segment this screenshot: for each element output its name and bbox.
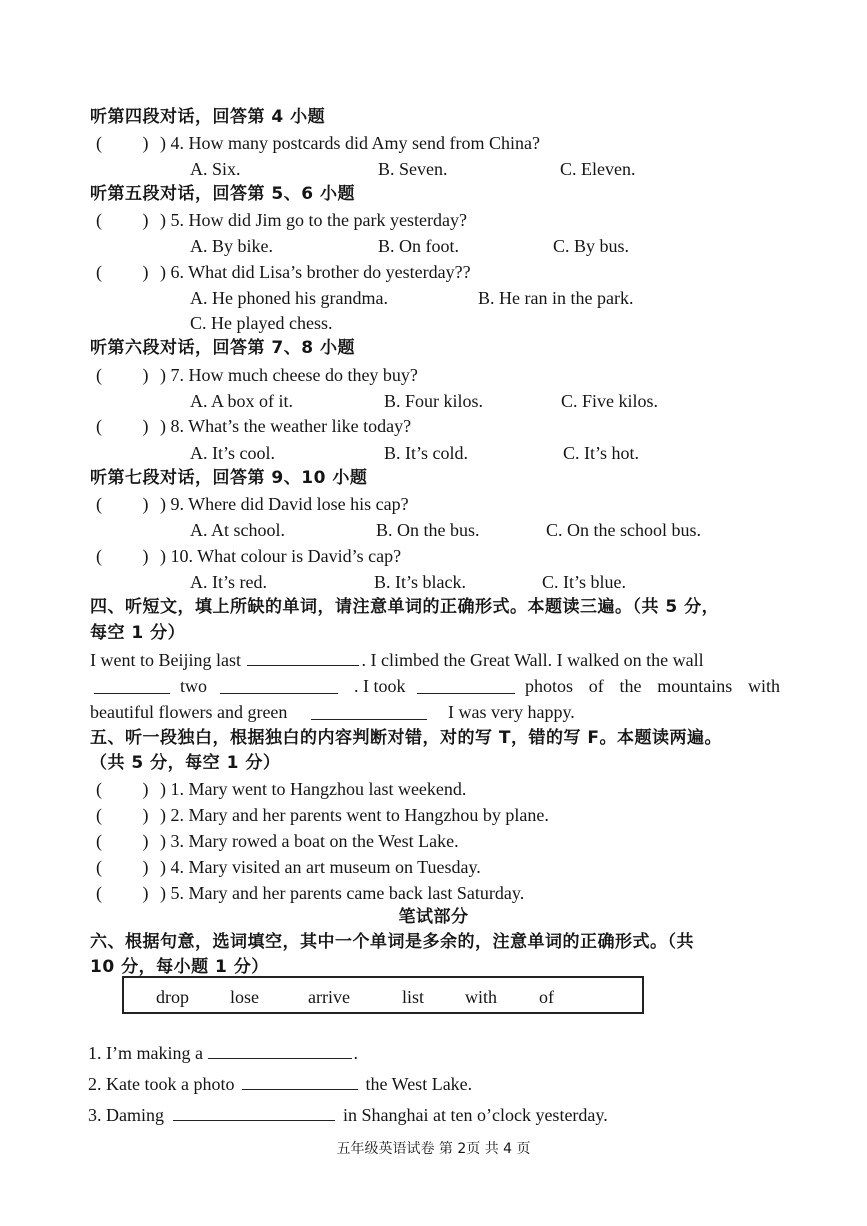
fill-blank-1[interactable] bbox=[247, 649, 359, 666]
fill-blank[interactable] bbox=[173, 1104, 335, 1121]
option-b: B. He ran in the park. bbox=[478, 288, 634, 308]
passage-text: photos of the mountains with bbox=[525, 676, 780, 696]
option-b: B. Four kilos. bbox=[384, 391, 484, 411]
option-c: C. It’s blue. bbox=[542, 572, 626, 592]
answer-paren[interactable]: ( ) bbox=[96, 857, 149, 877]
fill-question-2 bbox=[88, 1073, 472, 1095]
answer-paren[interactable]: ( ) bbox=[96, 883, 149, 903]
listening-part4-header: 听第四段对话，回答第 4 小题 bbox=[90, 107, 326, 127]
passage-text: I went to Beijing last bbox=[90, 650, 241, 670]
option-c: C. Five kilos. bbox=[561, 391, 659, 411]
section6-title-line1: 六、根据句意，选词填空，其中一个单词是多余的，注意单词的正确形式。（共 bbox=[90, 932, 694, 952]
option-b: B. Seven. bbox=[378, 159, 448, 179]
word-bank-item: arrive bbox=[308, 987, 350, 1007]
passage-text: beautiful flowers and green bbox=[90, 702, 288, 722]
judge-item-text: ) 1. Mary went to Hangzhou last weekend. bbox=[160, 779, 467, 799]
question-text: the West Lake. bbox=[365, 1074, 473, 1094]
fill-question-1 bbox=[88, 1042, 358, 1064]
fill-blank-3[interactable] bbox=[220, 677, 338, 694]
question-5-text: ) 5. How did Jim go to the park yesterday? bbox=[160, 210, 467, 230]
fill-question-3 bbox=[88, 1104, 608, 1126]
question-text: 3. Daming bbox=[88, 1105, 164, 1125]
passage-text: I was very happy. bbox=[448, 702, 575, 722]
passage-text: . I took bbox=[354, 676, 406, 696]
word-bank-item: lose bbox=[230, 987, 259, 1007]
option-c: C. It’s hot. bbox=[563, 443, 640, 463]
page-footer: 五年级英语试卷 第 2页 共 4 页 bbox=[336, 1141, 531, 1157]
question-10-text: ) 10. What colour is David’s cap? bbox=[160, 546, 402, 566]
option-b: B. On the bus. bbox=[376, 520, 480, 540]
option-a: A. At school. bbox=[190, 520, 286, 540]
answer-paren[interactable]: ( ) bbox=[96, 805, 149, 825]
word-bank-box bbox=[122, 976, 644, 1014]
listening-part6-header: 听第六段对话，回答第 7、8 小题 bbox=[90, 338, 355, 358]
word-bank-item: list bbox=[402, 987, 425, 1007]
section5-title-line1: 五、听一段独白，根据独白的内容判断对错，对的写 T，错的写 F。本题读两遍。 bbox=[90, 728, 723, 748]
question-text: 1. I’m making a bbox=[88, 1043, 203, 1063]
question-4-text: ) 4. How many postcards did Amy send from China? bbox=[160, 133, 540, 153]
listening-part7-header: 听第七段对话，回答第 9、10 小题 bbox=[90, 468, 368, 488]
fill-blank-5[interactable] bbox=[311, 703, 427, 720]
option-c: C. On the school bus. bbox=[546, 520, 701, 540]
passage-text: . I climbed the Great Wall. I walked on the wall bbox=[361, 650, 704, 670]
judge-item-text: ) 4. Mary visited an art museum on Tuesday. bbox=[160, 857, 481, 877]
judge-item-text: ) 5. Mary and her parents came back last Saturday. bbox=[160, 883, 525, 903]
fill-blank-4[interactable] bbox=[417, 677, 515, 694]
option-c: C. He played chess. bbox=[190, 313, 333, 333]
answer-paren[interactable]: ( ) bbox=[96, 546, 149, 566]
word-bank-item: drop bbox=[156, 987, 189, 1007]
option-b: B. It’s cold. bbox=[384, 443, 468, 463]
option-a: A. He phoned his grandma. bbox=[190, 288, 388, 308]
option-b: B. On foot. bbox=[378, 236, 459, 256]
answer-paren[interactable]: ( ) bbox=[96, 494, 149, 514]
question-text: in Shanghai at ten o’clock yesterday. bbox=[343, 1105, 608, 1125]
answer-paren[interactable]: ( ) bbox=[96, 210, 149, 230]
judge-item-text: ) 2. Mary and her parents went to Hangzhou by plane. bbox=[160, 805, 549, 825]
fill-blank-2[interactable] bbox=[94, 677, 170, 694]
passage-line-1 bbox=[90, 649, 704, 671]
answer-paren[interactable]: ( ) bbox=[96, 262, 149, 282]
section5-title-line2: （共 5 分，每空 1 分） bbox=[90, 753, 281, 773]
word-bank-item: with bbox=[465, 987, 498, 1007]
answer-paren[interactable]: ( ) bbox=[96, 831, 149, 851]
option-a: A. It’s cool. bbox=[190, 443, 275, 463]
word-bank-item: of bbox=[539, 987, 554, 1007]
question-7-text: ) 7. How much cheese do they buy? bbox=[160, 365, 418, 385]
passage-text: two bbox=[180, 676, 207, 696]
option-a: A. It’s red. bbox=[190, 572, 267, 592]
option-a: A. Six. bbox=[190, 159, 241, 179]
question-8-text: ) 8. What’s the weather like today? bbox=[160, 416, 412, 436]
judge-item-text: ) 3. Mary rowed a boat on the West Lake. bbox=[160, 831, 459, 851]
option-a: A. By bike. bbox=[190, 236, 273, 256]
fill-blank[interactable] bbox=[242, 1073, 358, 1090]
question-9-text: ) 9. Where did David lose his cap? bbox=[160, 494, 409, 514]
answer-paren[interactable]: ( ) bbox=[96, 365, 149, 385]
question-text: 2. Kate took a photo bbox=[88, 1074, 235, 1094]
section4-title-line2: 每空 1 分） bbox=[90, 623, 186, 643]
answer-paren[interactable]: ( ) bbox=[96, 416, 149, 436]
answer-paren[interactable]: ( ) bbox=[96, 779, 149, 799]
listening-part5-header: 听第五段对话，回答第 5、6 小题 bbox=[90, 184, 355, 204]
option-a: A. A box of it. bbox=[190, 391, 294, 411]
option-b: B. It’s black. bbox=[374, 572, 466, 592]
option-c: C. By bus. bbox=[553, 236, 630, 256]
option-c: C. Eleven. bbox=[560, 159, 636, 179]
section6-title-line2: 10 分，每小题 1 分） bbox=[90, 957, 269, 977]
answer-paren[interactable]: ( ) bbox=[96, 133, 149, 153]
fill-blank[interactable] bbox=[208, 1042, 352, 1059]
question-text: . bbox=[353, 1043, 358, 1063]
written-heading: 笔试部分 bbox=[398, 907, 469, 927]
question-6-text: ) 6. What did Lisa’s brother do yesterday?? bbox=[160, 262, 471, 282]
section4-title-line1: 四、听短文，填上所缺的单词，请注意单词的正确形式。本题读三遍。（共 5 分， bbox=[90, 597, 720, 617]
